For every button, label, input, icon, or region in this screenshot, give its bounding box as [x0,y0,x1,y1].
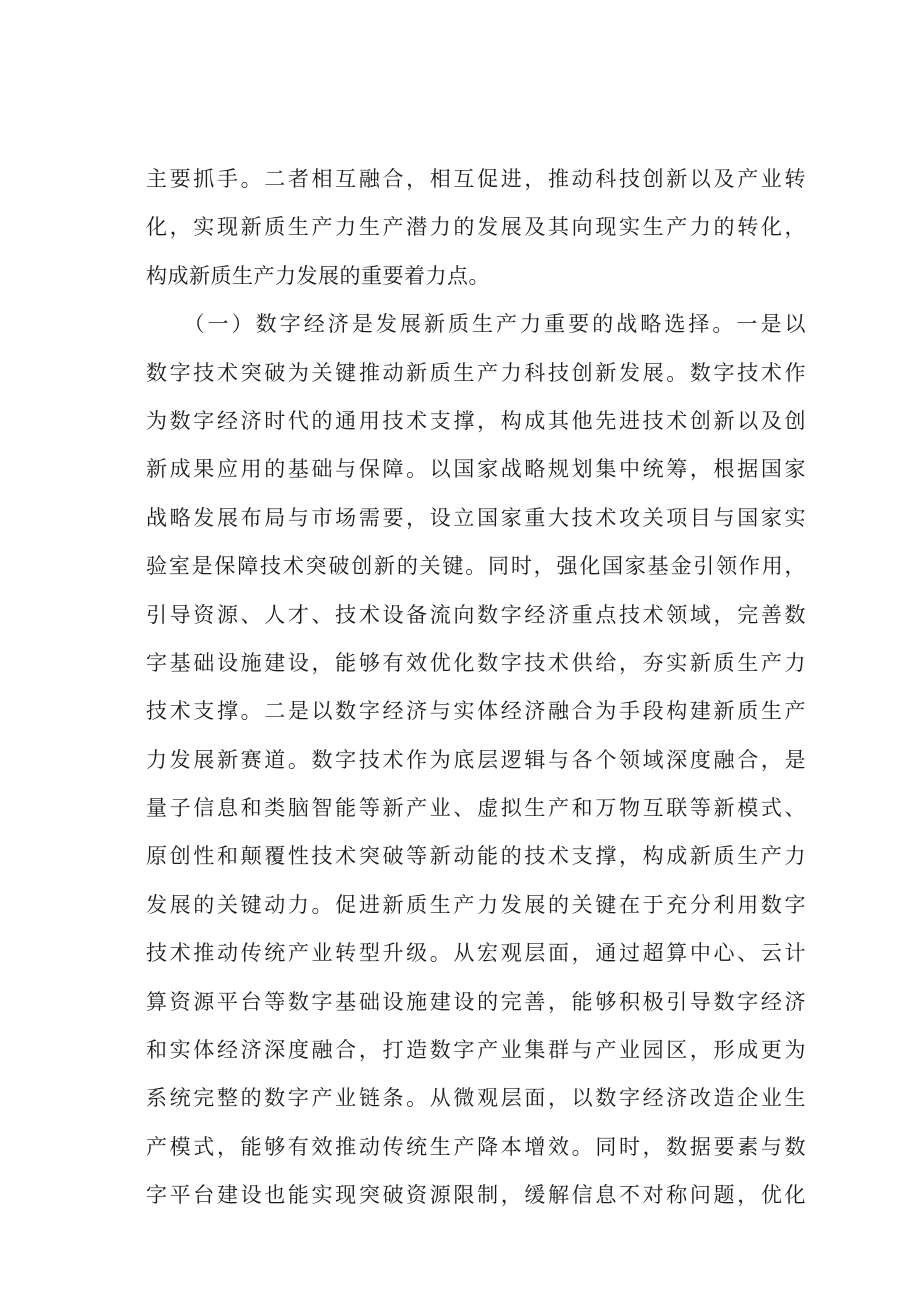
text-line: 新成果应用的基础与保障。以国家战略规划集中统筹，根据国家 [146,457,806,482]
text-line: 验室是保障技术突破创新的关键。同时，强化国家基金引领作用， [146,554,806,579]
text-line: 发展的关键动力。促进新质生产力发展的关键在于充分利用数字 [146,892,806,917]
text-line: 系统完整的数字产业链条。从微观层面，以数字经济改造企业生 [146,1086,806,1111]
text-line: 为数字经济时代的通用技术支撑，构成其他先进技术创新以及创 [146,408,806,433]
text-line: 构成新质生产力发展的重要着力点。 [146,263,490,288]
text-line: 算资源平台等数字基础设施建设的完善，能够积极引导数字经济 [146,989,806,1014]
text-line: 字平台建设也能实现突破资源限制，缓解信息不对称问题，优化 [146,1183,806,1208]
text-line: 力发展新赛道。数字技术作为底层逻辑与各个领域深度融合，是 [146,747,806,772]
text-line: 引导资源、人才、技术设备流向数字经济重点技术领域，完善数 [146,602,806,627]
text-line: 化，实现新质生产力生产潜力的发展及其向现实生产力的转化， [146,215,806,240]
body-text [146,155,806,1220]
section-heading-line: （一）数字经济是发展新质生产力重要的战略选择。一是以 [146,312,806,337]
text-line: 技术推动传统产业转型升级。从宏观层面，通过超算中心、云计 [146,941,806,966]
text-line: 数字技术突破为关键推动新质生产力科技创新发展。数字技术作 [146,360,806,385]
text-line: 战略发展布局与市场需要，设立国家重大技术攻关项目与国家实 [146,505,806,530]
text-line: 主要抓手。二者相互融合，相互促进，推动科技创新以及产业转 [146,167,806,191]
text-line: 技术支撑。二是以数字经济与实体经济融合为手段构建新质生产 [146,699,806,724]
text-line: 原创性和颠覆性技术突破等新动能的技术支撑，构成新质生产力 [146,844,806,869]
text-line: 量子信息和类脑智能等新产业、虚拟生产和万物互联等新模式、 [146,796,806,821]
text-line: 产模式，能够有效推动传统生产降本增效。同时，数据要素与数 [146,1134,806,1159]
text-line: 和实体经济深度融合，打造数字产业集群与产业园区，形成更为 [146,1038,806,1063]
text-line: 字基础设施建设，能够有效优化数字技术供给，夯实新质生产力 [146,650,806,675]
